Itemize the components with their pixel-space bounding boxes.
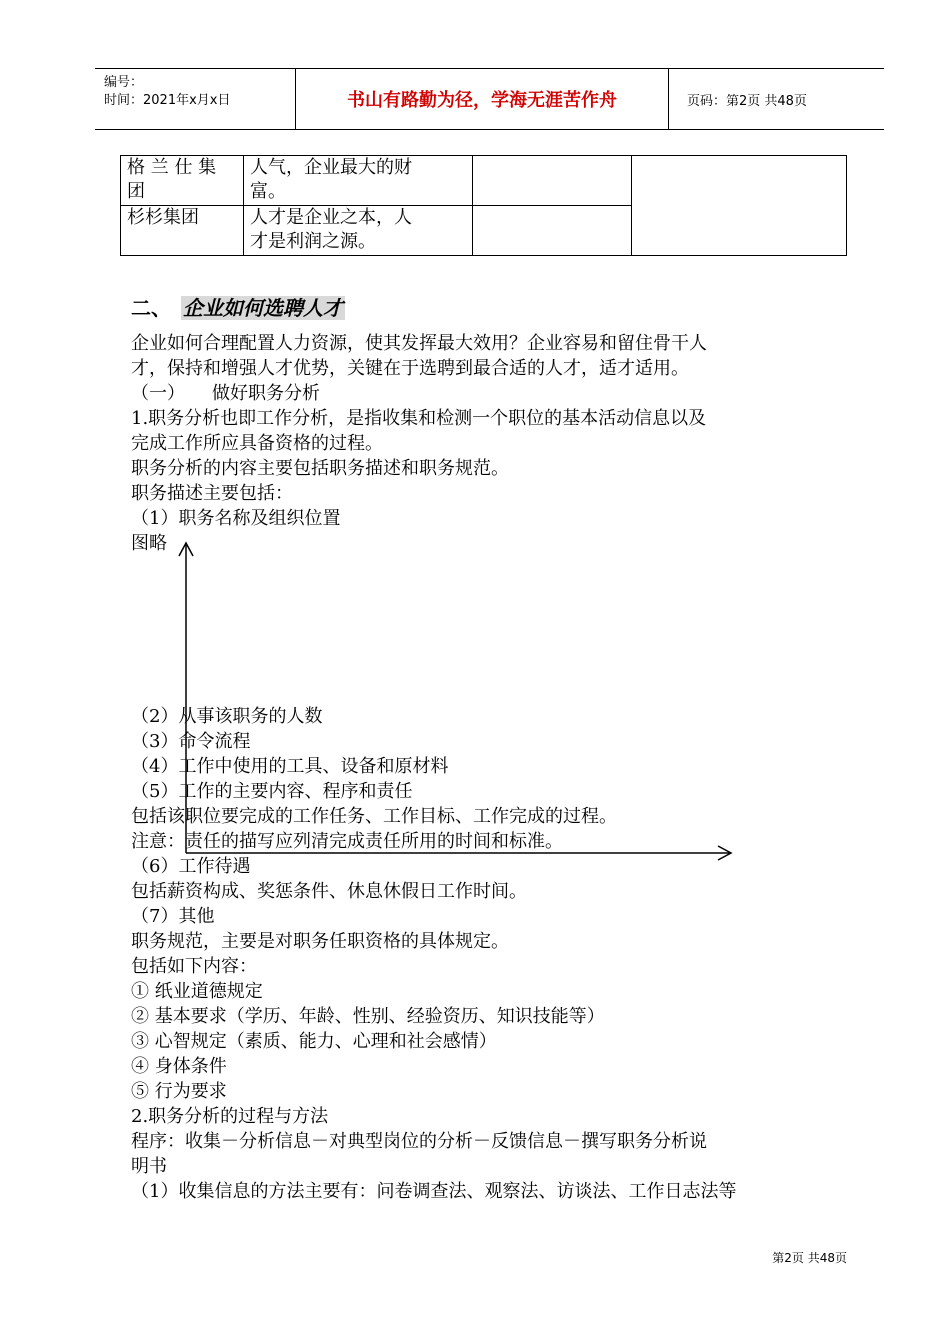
page-label-text: 页码：第2页 共48页: [687, 93, 807, 109]
company-value: 人气，企业最大的财 富。: [250, 157, 412, 202]
body-line: （3）命令流程: [131, 731, 251, 752]
page-footer: 第2页 共48页: [772, 1251, 847, 1265]
body-line: 包括如下内容：: [131, 956, 257, 977]
body-line: 才，保持和增强人才优势，关键在于选聘到最合适的人才，适才适用。: [131, 358, 689, 379]
company-value: 人才是企业之本，人 才是利润之源。: [250, 207, 412, 252]
body-line: 2.职务分析的过程与方法: [131, 1106, 329, 1127]
time-label: 时间：2021年x月x日: [104, 93, 231, 108]
body-line: ① 纸业道德规定: [131, 981, 263, 1002]
body-line: 职务规范，主要是对职务任职资格的具体规定。: [131, 931, 509, 952]
body-line: （6）工作待遇: [131, 856, 251, 877]
section-number: 二、: [131, 296, 171, 320]
body-line: 包括薪资构成、奖惩条件、休息休假日工作时间。: [131, 881, 527, 902]
body-line: （1）收集信息的方法主要有：问卷调查法、观察法、访谈法、工作日志法等: [131, 1181, 737, 1202]
body-line: 注意：责任的描写应列清完成责任所用的时间和标准。: [131, 831, 563, 852]
section-title-text: 企业如何选聘人才: [183, 296, 343, 320]
body-line: （5）工作的主要内容、程序和责任: [131, 781, 413, 802]
body-line: （1）职务名称及组织位置: [131, 508, 341, 529]
body-line: ④ 身体条件: [131, 1056, 227, 1077]
body-line: 1.职务分析也即工作分析，是指收集和检测一个职位的基本活动信息以及: [131, 408, 707, 429]
body-line: 包括该职位要完成的工作任务、工作目标、工作完成的过程。: [131, 806, 617, 827]
body-line: 完成工作所应具备资格的过程。: [131, 433, 383, 454]
body-line: 图略: [131, 533, 167, 554]
body-line: ⑤ 行为要求: [131, 1081, 227, 1102]
body-line: （7）其他: [131, 906, 215, 927]
body-line: 职务分析的内容主要包括职务描述和职务规范。: [131, 458, 509, 479]
body-line: 企业如何合理配置人力资源，使其发挥最大效用？企业容易和留住骨干人: [131, 333, 707, 354]
body-line: 明书: [131, 1156, 167, 1177]
number-label: 编号：: [104, 75, 144, 90]
company-name: 格 兰 仕 集 团: [127, 157, 217, 202]
body-line: ② 基本要求（学历、年龄、性别、经验资历、知识技能等）: [131, 1006, 605, 1027]
body-line: （4）工作中使用的工具、设备和原材料: [131, 756, 449, 777]
body-line: 职务描述主要包括：: [131, 483, 293, 504]
body-line: ③ 心智规定（素质、能力、心理和社会感情）: [131, 1031, 497, 1052]
company-name: 杉杉集团: [127, 207, 199, 228]
motto: 书山有路勤为径，学海无涯苦作舟: [295, 69, 669, 129]
body-line: 程序：收集－分析信息－对典型岗位的分析－反馈信息－撰写职务分析说: [131, 1131, 707, 1152]
body-line: （2）从事该职务的人数: [131, 706, 323, 727]
body-line: （一） 做好职务分析: [131, 383, 320, 404]
